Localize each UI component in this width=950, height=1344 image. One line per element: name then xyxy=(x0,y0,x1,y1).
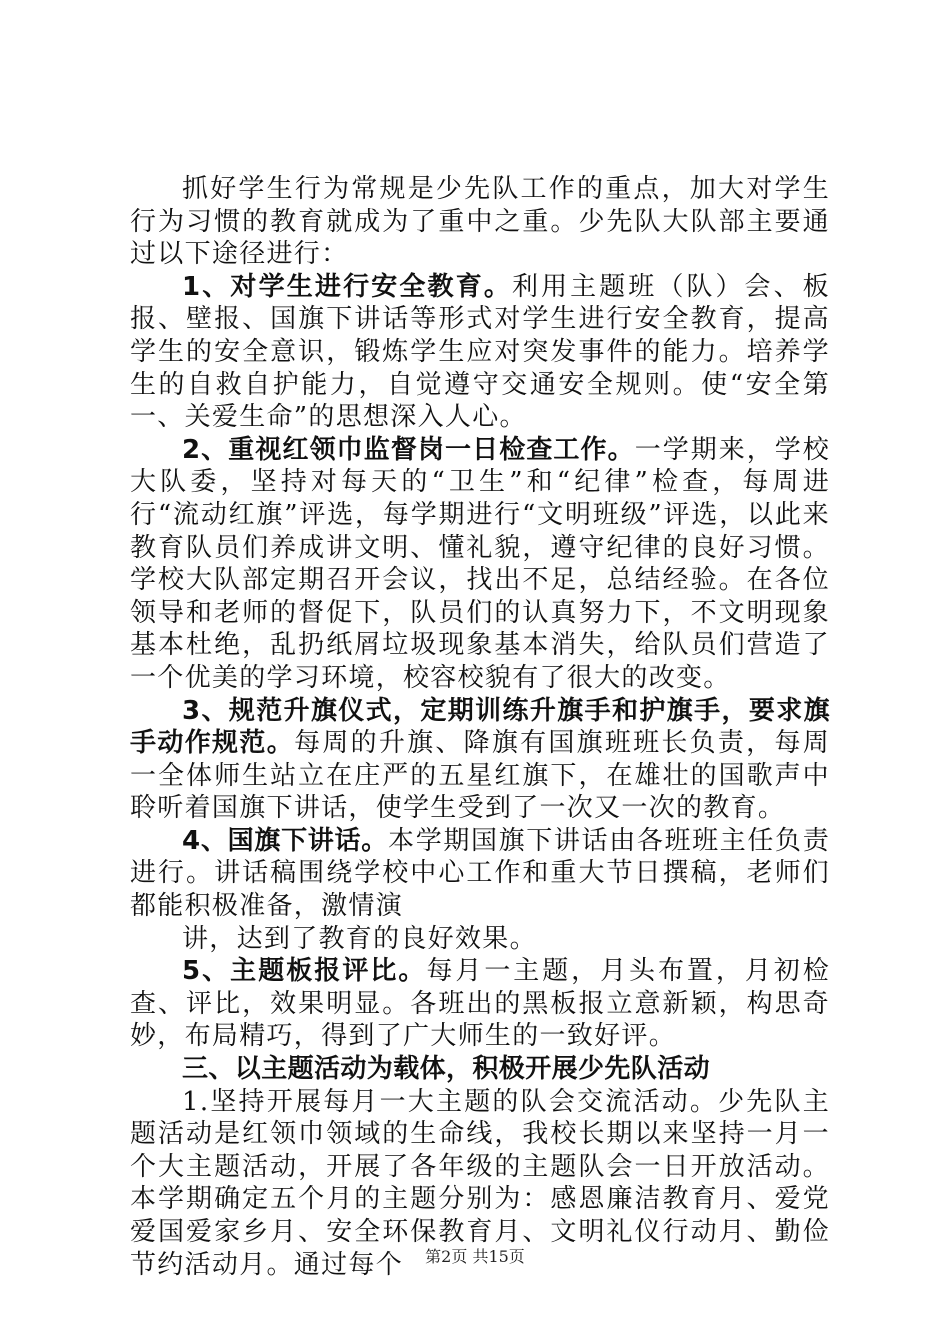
paragraph-text: 讲，达到了教育的良好效果。 xyxy=(182,923,537,954)
paragraph-safety-education xyxy=(130,271,830,434)
paragraph-heading: 4、国旗下讲话。 xyxy=(182,825,389,856)
paragraph-text: 每月一主题，月头布置，月初检查、评比，效果明显。各班出的黑板报立意新颖，构思奇妙，布局精巧，得到了广大师生的一致好评。 xyxy=(130,956,830,1052)
paragraph-heading: 1、对学生进行安全教育。 xyxy=(182,271,513,302)
paragraph-flag-ceremony xyxy=(130,695,830,825)
document-body xyxy=(130,173,830,1281)
section-heading: 三、以主题活动为载体，积极开展少先队活动 xyxy=(182,1054,711,1085)
page-number-label: 第2页 共15页 xyxy=(425,1247,525,1266)
paragraph-text: 利用主题班（队）会、板报、壁报、国旗下讲话等形式对学生进行安全教育，提高学生的安全意识，锻炼学生应对突发事件的能力。培养学生的自救自护能力，自觉遵守交通安全规则。使“安全第一、关爱生命”的思想深入人心。 xyxy=(130,271,830,433)
paragraph-heading: 2、重视红领巾监督岗一日检查工作。 xyxy=(182,434,635,465)
paragraph-flag-speech-continued xyxy=(130,923,830,956)
paragraph-supervision-post xyxy=(130,434,830,695)
paragraph-text: 一学期来，学校大队委，坚持对每天的“卫生”和“纪律”检查，每周进行“流动红旗”评选，每学期进行“文明班级”评选，以此来教育队员们养成讲文明、懂礼貌，遵守纪律的良好习惯。学校大队部定期召开会议，找出不足，总结经验。在各位领导和老师的督促下，队员们的认真努力下，不文明现象基本杜绝，乱扔纸屑垃圾现象基本消失，给队员们营造了一个优美的学习环境，校容校貌有了很大的改变。 xyxy=(130,434,830,693)
paragraph-text: 抓好学生行为常规是少先队工作的重点，加大对学生行为习惯的教育就成为了重中之重。少先队大队部主要通过以下途径进行： xyxy=(130,174,830,270)
paragraph-intro xyxy=(130,173,830,271)
paragraph-text: 本学期国旗下讲话由各班班主任负责进行。讲话稿围绕学校中心工作和重大节日撰稿，老师们都能积极准备，激情演 xyxy=(130,825,830,922)
section-heading-activities xyxy=(130,1053,830,1086)
paragraph-heading: 3、规范升旗仪式，定期训练升旗手和护旗手，要求旗手动作规范。 xyxy=(130,695,830,759)
page-footer xyxy=(0,1244,950,1267)
paragraph-board-contest xyxy=(130,955,830,1053)
paragraph-text: 每周的升旗、降旗有国旗班班长负责，每周一全体师生站立在庄严的五星红旗下，在雄壮的国歌声中聆听着国旗下讲话，使学生受到了一次又一次的教育。 xyxy=(130,728,830,824)
paragraph-text: 1.坚持开展每月一大主题的队会交流活动。少先队主题活动是红领巾领域的生命线，我校长期以来坚持一月一个大主题活动，开展了各年级的主题队会一日开放活动。本学期确定五个月的主题分别为：感恩廉洁教育月、爱党爱国爱家乡月、安全环保教育月、文明礼仪行动月、勤俭节约活动月。通过每个 xyxy=(130,1086,830,1280)
paragraph-flag-speech xyxy=(130,825,830,923)
paragraph-heading: 5、主题板报评比。 xyxy=(182,956,427,987)
